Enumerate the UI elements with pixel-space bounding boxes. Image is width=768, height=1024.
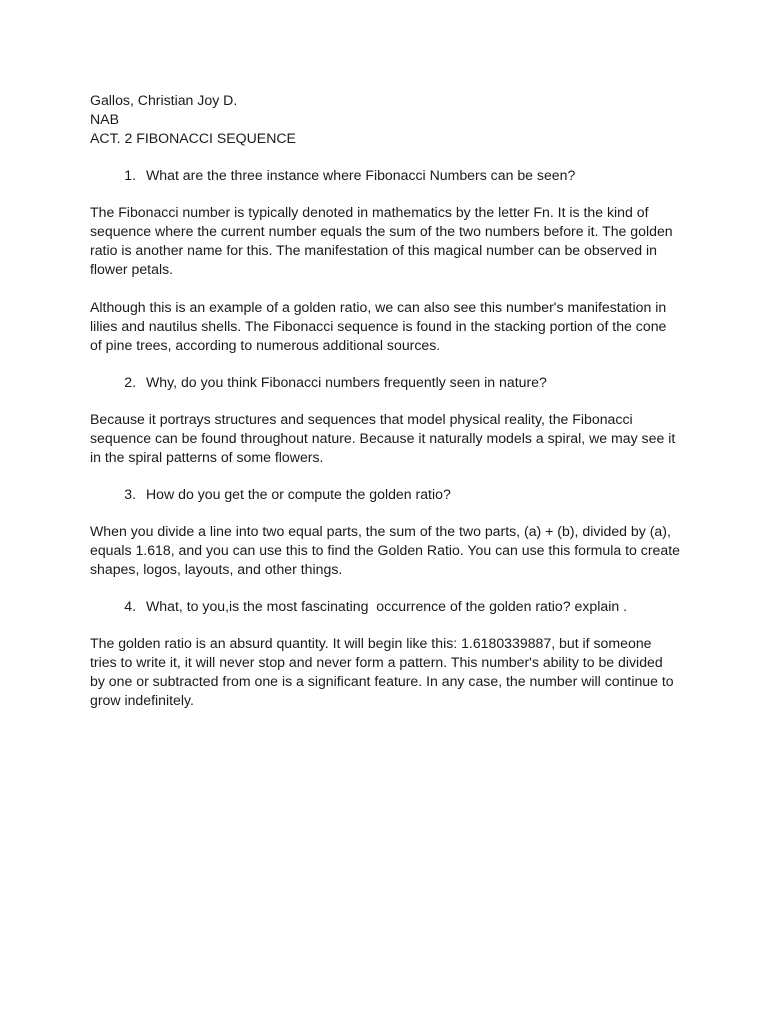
question-3 (90, 485, 680, 504)
question-1 (90, 166, 680, 185)
answer-paragraph: Although this is an example of a golden ratio, we can also see this number's manifestation in lilies and nautilus shells. The Fibonacci sequence is found in the stacking portion of the cone of pine trees, according to numerous additional sources. (90, 299, 667, 353)
question-text: Why, do you think Fibonacci numbers frequently seen in nature? (146, 374, 547, 390)
question-text: What are the three instance where Fibonacci Numbers can be seen? (146, 167, 576, 183)
answer-paragraph: The Fibonacci number is typically denoted in mathematics by the letter Fn. It is the kind of sequence where the current number equals the sum of the two numbers before it. The golden ratio is another name for this. The manifestation of this magical number can be observed in flower petals. (90, 204, 673, 277)
answer-paragraph: The golden ratio is an absurd quantity. It will begin like this: 1.6180339887, but if someone tries to write it, it will never stop and never form a pattern. This number's ability to be divided by one or subtracted from one is a significant feature. In any case, the number will continue to grow indefinitely. (90, 635, 674, 708)
activity-title: ACT. 2 FIBONACCI SEQUENCE (90, 130, 296, 146)
question-4 (90, 597, 680, 616)
question-text: What, to you,is the most fascinating occurrence of the golden ratio? explain . (146, 598, 628, 614)
document-page (90, 91, 680, 710)
answer-paragraph: When you divide a line into two equal parts, the sum of the two parts, (a) + (b), divided by (a), equals 1.618, and you can use this to find the Golden Ratio. You can use this formula to create shapes, logos, layouts, and other things. (90, 523, 680, 577)
answer-paragraph: Because it portrays structures and sequences that model physical reality, the Fibonacci sequence can be found throughout nature. Because it naturally models a spiral, we may see it in the spiral patterns of some flowers. (90, 411, 676, 465)
question-2 (90, 373, 680, 392)
question-number: 1. (124, 167, 136, 183)
student-name: Gallos, Christian Joy D. (90, 92, 238, 108)
question-number: 4. (124, 598, 136, 614)
question-text: How do you get the or compute the golden ratio? (146, 486, 451, 502)
question-number: 2. (124, 374, 136, 390)
section-label: NAB (90, 111, 119, 127)
question-number: 3. (124, 486, 136, 502)
